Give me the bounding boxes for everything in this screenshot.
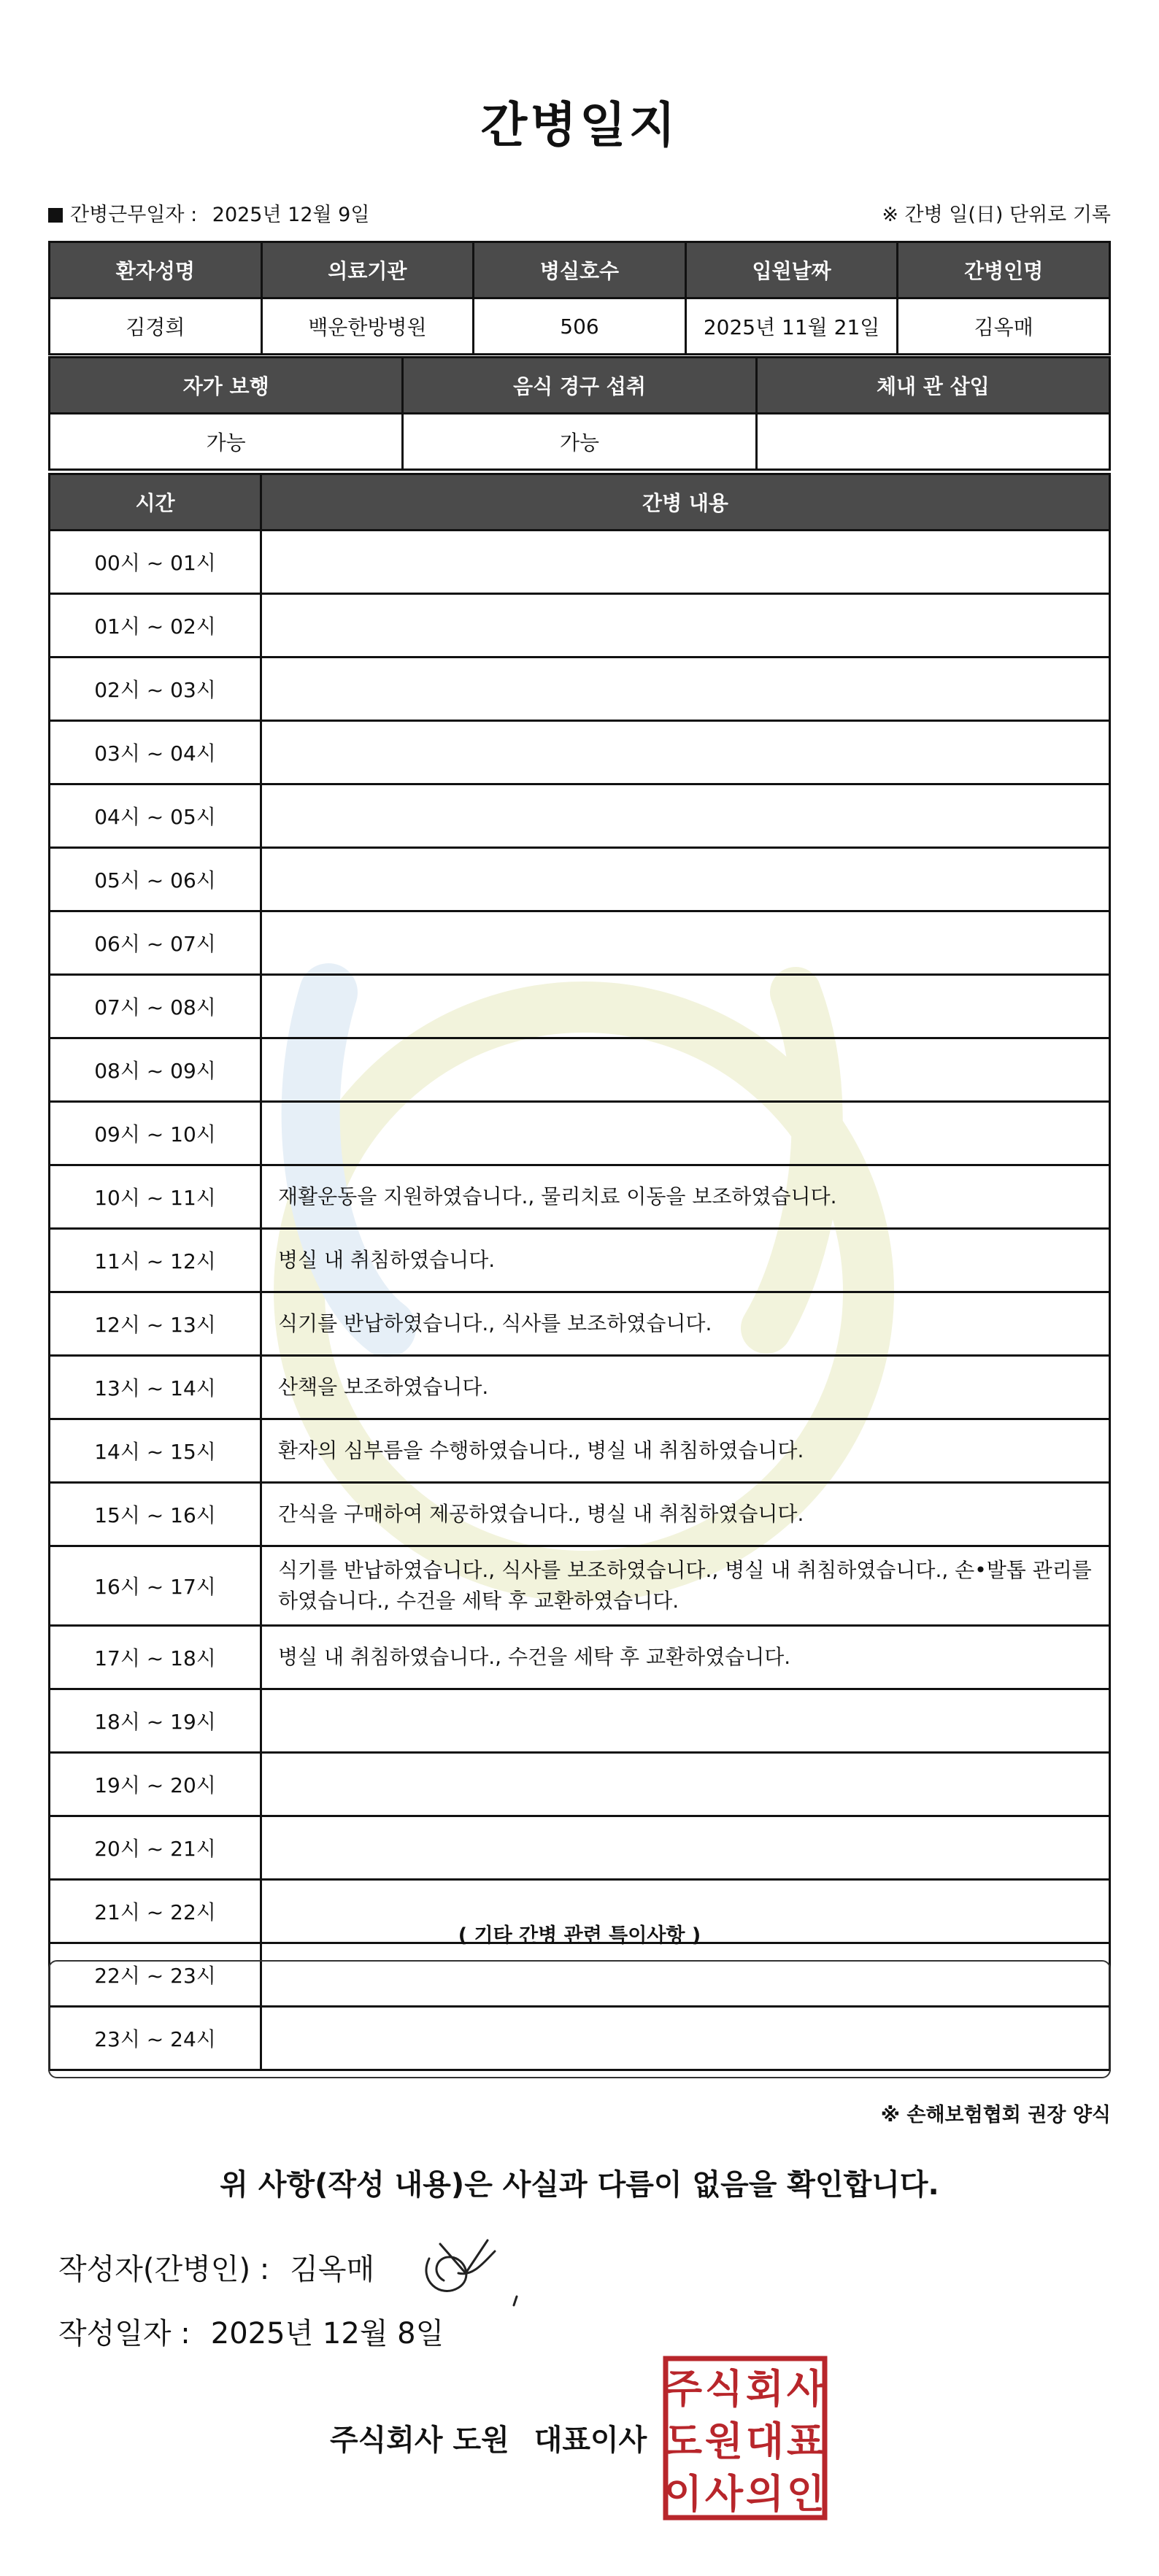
room-number: 506 xyxy=(474,298,686,355)
care-log-row xyxy=(50,784,1110,848)
svg-text:대: 대 xyxy=(745,2418,785,2464)
care-log-row xyxy=(50,531,1110,594)
work-date-label: 간병근무일자 : xyxy=(70,204,198,226)
care-log-content xyxy=(261,1816,1110,1880)
writer-name: 김옥매 xyxy=(290,2253,375,2286)
care-log-body xyxy=(50,531,1110,2070)
care-log-row xyxy=(50,594,1110,658)
patient-status-table xyxy=(48,356,1111,471)
care-log-time: 16시 ~ 17시 xyxy=(50,1546,261,1626)
svg-text:회: 회 xyxy=(745,2366,785,2412)
svg-text:주: 주 xyxy=(663,2366,703,2412)
care-log-content: 환자의 심부름을 수행하였습니다., 병실 내 취침하였습니다. xyxy=(261,1419,1110,1483)
care-log-time: 07시 ~ 08시 xyxy=(50,975,261,1038)
care-log-row xyxy=(50,848,1110,911)
care-log-content xyxy=(261,531,1110,594)
care-log-content xyxy=(261,721,1110,784)
care-log-row xyxy=(50,1483,1110,1546)
care-log-time: 21시 ~ 22시 xyxy=(50,1880,261,1943)
care-log-time: 13시 ~ 14시 xyxy=(50,1356,261,1419)
care-log-time: 05시 ~ 06시 xyxy=(50,848,261,911)
care-log-content xyxy=(261,594,1110,658)
notes-title: ( 기타 간병 관련 특이사항 ) xyxy=(458,1924,701,1947)
care-log-time: 03시 ~ 04시 xyxy=(50,721,261,784)
header-caregiver-name: 간병인명 xyxy=(898,242,1110,298)
writer-line xyxy=(58,2246,374,2288)
care-log-row xyxy=(50,1816,1110,1880)
care-log-content xyxy=(261,1038,1110,1102)
written-date-value: 2025년 12월 8일 xyxy=(210,2317,444,2351)
svg-text:사: 사 xyxy=(704,2471,744,2517)
care-log-row xyxy=(50,1229,1110,1292)
care-log-content xyxy=(261,911,1110,975)
care-log-time: 23시 ~ 24시 xyxy=(50,2007,261,2070)
care-log-row xyxy=(50,975,1110,1038)
care-log-time: 14시 ~ 15시 xyxy=(50,1419,261,1483)
care-log-row xyxy=(50,1546,1110,1626)
patient-info-header-row xyxy=(50,242,1110,298)
care-log-row xyxy=(50,658,1110,721)
care-log-row xyxy=(50,1356,1110,1419)
care-log-content: 산책을 보조하였습니다. xyxy=(261,1356,1110,1419)
care-log-row xyxy=(50,1165,1110,1229)
care-log-header-row xyxy=(50,474,1110,531)
square-bullet-icon xyxy=(48,208,63,223)
care-log-content: 식기를 반납하였습니다., 식사를 보조하였습니다., 병실 내 취침하였습니다., 손•발톱 관리를 하였습니다., 수건을 세탁 후 교환하였습니다. xyxy=(261,1546,1110,1626)
header-admission-date: 입원날짜 xyxy=(685,242,898,298)
care-log-content: 간식을 구매하여 제공하였습니다., 병실 내 취침하였습니다. xyxy=(261,1483,1110,1546)
care-log-time: 10시 ~ 11시 xyxy=(50,1165,261,1229)
svg-text:식: 식 xyxy=(704,2366,744,2412)
care-log-content xyxy=(261,848,1110,911)
care-log-content: 식기를 반납하였습니다., 식사를 보조하였습니다. xyxy=(261,1292,1110,1356)
oral-intake-value: 가능 xyxy=(403,414,756,470)
unit-note: ※ 간병 일(日) 단위로 기록 xyxy=(882,204,1111,226)
care-log-row xyxy=(50,1689,1110,1753)
tube-insertion-value xyxy=(756,414,1109,470)
header-care-content: 간병 내용 xyxy=(261,474,1110,531)
care-log-time: 17시 ~ 18시 xyxy=(50,1626,261,1689)
care-log-content xyxy=(261,1102,1110,1165)
care-log-time: 18시 ~ 19시 xyxy=(50,1689,261,1753)
meta-row xyxy=(48,198,1111,228)
svg-text:이: 이 xyxy=(663,2471,703,2517)
care-log-content xyxy=(261,975,1110,1038)
written-date-line xyxy=(58,2310,444,2352)
care-log-row xyxy=(50,1038,1110,1102)
care-log-time: 19시 ~ 20시 xyxy=(50,1753,261,1816)
care-log-row xyxy=(50,1419,1110,1483)
caregiver-name: 김옥매 xyxy=(898,298,1110,355)
work-date xyxy=(48,198,369,227)
care-log-time: 22시 ~ 23시 xyxy=(50,1943,261,2007)
care-log-time: 04시 ~ 05시 xyxy=(50,784,261,848)
written-date-label: 작성일자 : xyxy=(58,2317,190,2351)
care-log-content xyxy=(261,1689,1110,1753)
care-log-time: 08시 ~ 09시 xyxy=(50,1038,261,1102)
svg-text:도: 도 xyxy=(663,2418,703,2464)
self-walking-value: 가능 xyxy=(50,414,403,470)
header-oral-intake: 음식 경구 섭취 xyxy=(403,358,756,414)
company-signoff xyxy=(330,2417,647,2459)
care-log-row xyxy=(50,1626,1110,1689)
care-log-time: 20시 ~ 21시 xyxy=(50,1816,261,1880)
care-log-row xyxy=(50,1102,1110,1165)
recommendation-note: ※ 손해보험협회 권장 양식 xyxy=(880,2104,1111,2126)
care-log-time: 02시 ~ 03시 xyxy=(50,658,261,721)
patient-name: 김경희 xyxy=(50,298,262,355)
company-seal-stamp xyxy=(663,2356,828,2521)
hospital-name: 백운한방병원 xyxy=(261,298,474,355)
care-log-content: 재활운동을 지원하였습니다., 물리치료 이동을 보조하였습니다. xyxy=(261,1165,1110,1229)
care-log-row xyxy=(50,1753,1110,1816)
header-tube-insertion: 체내 관 삽입 xyxy=(756,358,1109,414)
care-log-time: 00시 ~ 01시 xyxy=(50,531,261,594)
header-time: 시간 xyxy=(50,474,261,531)
writer-label: 작성자(간병인) : xyxy=(58,2253,270,2286)
care-log-time: 09시 ~ 10시 xyxy=(50,1102,261,1165)
work-date-value: 2025년 12월 9일 xyxy=(212,204,370,226)
header-self-walking: 자가 보행 xyxy=(50,358,403,414)
header-hospital: 의료기관 xyxy=(261,242,474,298)
care-log-time: 15시 ~ 16시 xyxy=(50,1483,261,1546)
care-log-table xyxy=(48,473,1111,2071)
care-log-time: 12시 ~ 13시 xyxy=(50,1292,261,1356)
care-log-content xyxy=(261,1753,1110,1816)
care-log-content xyxy=(261,784,1110,848)
care-log-row xyxy=(50,1292,1110,1356)
svg-text:원: 원 xyxy=(704,2418,744,2464)
care-log-row xyxy=(50,911,1110,975)
svg-text:사: 사 xyxy=(786,2366,825,2412)
representative-title: 대표이사 xyxy=(534,2423,647,2457)
patient-status-value-row xyxy=(50,414,1110,470)
care-log-time: 01시 ~ 02시 xyxy=(50,594,261,658)
handwritten-signature xyxy=(415,2229,531,2310)
svg-text:의: 의 xyxy=(745,2471,785,2517)
care-log-content xyxy=(261,658,1110,721)
svg-text:표: 표 xyxy=(786,2418,825,2464)
svg-text:인: 인 xyxy=(786,2471,825,2517)
page-title: 간병일지 xyxy=(480,97,679,153)
admission-date: 2025년 11월 21일 xyxy=(685,298,898,355)
company-name: 주식회사 도원 xyxy=(330,2423,509,2457)
care-log-time: 11시 ~ 12시 xyxy=(50,1229,261,1292)
patient-info-value-row xyxy=(50,298,1110,355)
header-patient-name: 환자성명 xyxy=(50,242,262,298)
confirmation-statement: 위 사항(작성 내용)은 사실과 다름이 없음을 확인합니다. xyxy=(220,2168,939,2202)
care-log-content: 병실 내 취침하였습니다. xyxy=(261,1229,1110,1292)
notes-box xyxy=(48,1960,1111,2078)
care-log-row xyxy=(50,721,1110,784)
care-log-time: 06시 ~ 07시 xyxy=(50,911,261,975)
care-log-content: 병실 내 취침하였습니다., 수건을 세탁 후 교환하였습니다. xyxy=(261,1626,1110,1689)
patient-info-table xyxy=(48,241,1111,355)
patient-status-header-row xyxy=(50,358,1110,414)
header-room: 병실호수 xyxy=(474,242,686,298)
